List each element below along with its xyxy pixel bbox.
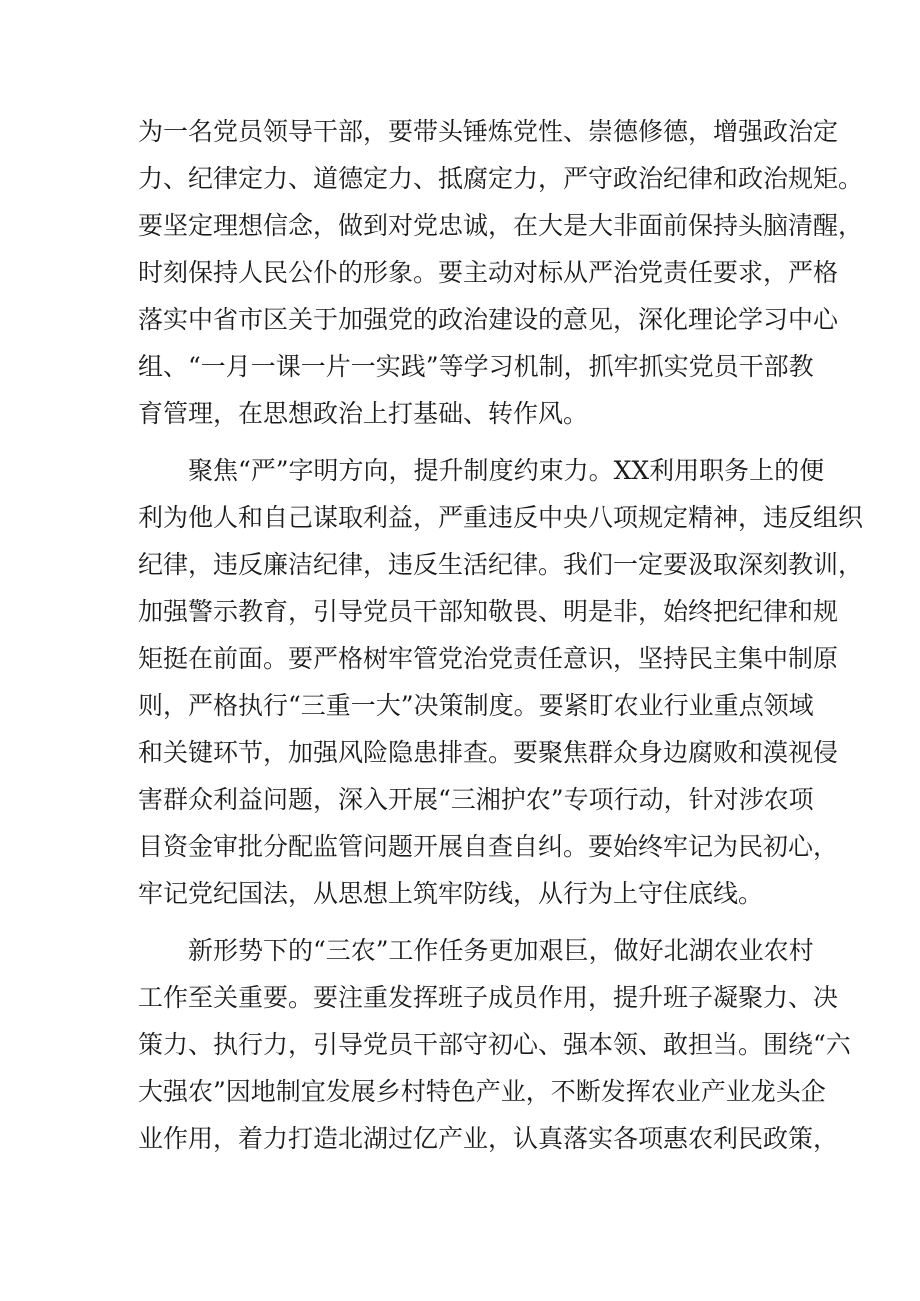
paragraph-2-line-9: 目资金审批分配监管问题开展自查自纠。要始终牢记为民初心，	[138, 832, 839, 861]
paragraph-3-line-1: 新形势下的“三农”工作任务更加艰巨，做好北湖农业农村	[188, 936, 814, 965]
paragraph-2-line-3: 纪律，违反廉洁纪律，违反生活纪律。我们一定要汲取深刻教训，	[138, 550, 864, 579]
paragraph-1-line-5: 落实中省市区关于加强党的政治建设的意见，深化理论学习中心	[138, 305, 839, 334]
paragraph-3-line-4: 大强农”因地制宜发展乡村特色产业，不断发挥农业产业龙头企	[138, 1077, 826, 1106]
paragraph-3-line-3: 策力、执行力，引导党员干部守初心、强本领、敢担当。围绕“六	[138, 1030, 851, 1059]
paragraph-1-line-4: 时刻保持人民公仆的形象。要主动对标从严治党责任要求，严格	[138, 258, 839, 287]
paragraph-1-line-3: 要坚定理想信念，做到对党忠诚，在大是大非面前保持头脑清醒，	[138, 211, 864, 240]
paragraph-3-line-5: 业作用，着力打造北湖过亿产业，认真落实各项惠农利民政策，	[138, 1124, 839, 1153]
paragraph-2-line-10: 牢记党纪国法，从思想上筑牢防线，从行为上守住底线。	[138, 879, 764, 908]
paragraph-2-line-5: 矩挺在前面。要严格树牢管党治党责任意识，坚持民主集中制原	[138, 644, 839, 673]
paragraph-1-line-6: 组、“一月一课一片一实践”等学习机制，抓牢抓实党员干部教	[138, 352, 814, 381]
paragraph-3-line-2: 工作至关重要。要注重发挥班子成员作用，提升班子凝聚力、决	[138, 983, 839, 1012]
paragraph-2-line-8: 害群众利益问题，深入开展“三湘护农”专项行动，针对涉农项	[138, 785, 814, 814]
paragraph-1-line-7: 育管理，在思想政治上打基础、转作风。	[138, 399, 589, 428]
paragraph-2-line-4: 加强警示教育，引导党员干部知敬畏、明是非，始终把纪律和规	[138, 597, 839, 626]
paragraph-1-line-2: 力、纪律定力、道德定力、抵腐定力，严守政治纪律和政治规矩。	[138, 164, 864, 193]
paragraph-2-line-6: 则，严格执行“三重一大”决策制度。要紧盯农业行业重点领域	[138, 691, 814, 720]
paragraph-2-line-1: 聚焦“严”字明方向，提升制度约束力。XX利用职务上的便	[188, 456, 825, 485]
paragraph-2-line-2: 利为他人和自己谋取利益，严重违反中央八项规定精神，违反组织	[138, 503, 864, 532]
paragraph-2-line-7: 和关键环节，加强风险隐患排查。要聚焦群众身边腐败和漠视侵	[138, 738, 839, 767]
paragraph-1-line-1: 为一名党员领导干部，要带头锤炼党性、崇德修德，增强政治定	[138, 117, 839, 146]
